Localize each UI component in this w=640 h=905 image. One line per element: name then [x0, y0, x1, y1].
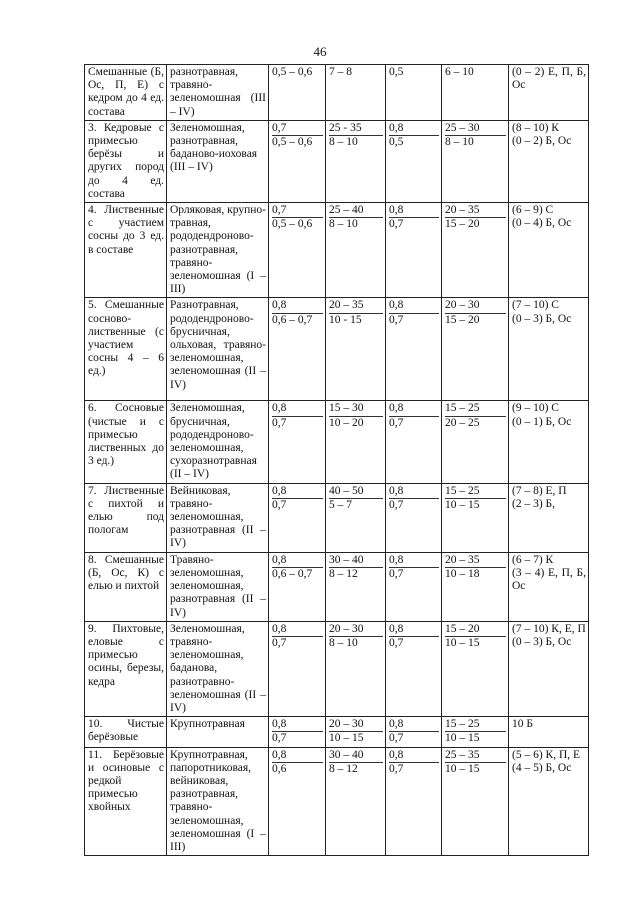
- value-line: 20 – 30: [445, 299, 506, 313]
- diameter-cell: [442, 717, 509, 747]
- value-line: 0,7: [272, 204, 323, 218]
- value-line: 5 – 7: [329, 498, 352, 511]
- composition-line: 10 Б: [512, 718, 533, 731]
- value-line: 15 – 30: [329, 402, 383, 416]
- diameter-cell: [442, 401, 509, 483]
- value-line: 0,7: [389, 762, 404, 775]
- value-line: 10 - 15: [329, 313, 362, 326]
- table-row: [85, 717, 589, 747]
- density-cell: [269, 483, 326, 552]
- composition-cell: [509, 552, 589, 621]
- table-row: [85, 298, 589, 401]
- value-line: 20 – 35: [445, 554, 506, 568]
- composition-line: (0 – 3) Б, Ос: [512, 635, 572, 648]
- stocking-cell: [386, 203, 442, 298]
- value-line: 0,8: [389, 122, 439, 136]
- value-line: 15 – 25: [445, 718, 506, 732]
- diameter-cell: [442, 298, 509, 401]
- density-cell: [269, 747, 326, 856]
- table-row: [85, 621, 589, 716]
- value-line: 0,6 – 0,7: [272, 313, 313, 326]
- height-cell: [326, 65, 386, 121]
- value-line: 0,8: [272, 554, 323, 568]
- value-line: 10 – 15: [445, 762, 480, 775]
- height-cell: [326, 621, 386, 716]
- value-line: 10 – 18: [445, 567, 480, 580]
- stocking-cell: [386, 120, 442, 202]
- value-line: 25 - 35: [329, 122, 383, 136]
- value-line: 20 – 25: [445, 416, 480, 429]
- value-line: 0,7: [389, 636, 404, 649]
- forest-group-cell: 6. Сосновые (чистые и с примесью лиственных до 3 ед.): [85, 401, 167, 483]
- value-line: 8 – 12: [329, 762, 358, 775]
- value-line: 30 – 40: [329, 749, 383, 763]
- composition-line: (0 – 2) Б, Ос: [512, 135, 572, 148]
- composition-line: (0 – 1) Б, Ос: [512, 415, 572, 428]
- value-line: 10 – 15: [329, 732, 364, 745]
- value-line: 0,8: [389, 485, 439, 499]
- composition-cell: [509, 483, 589, 552]
- value-line: 0,7: [389, 416, 404, 429]
- composition-line: (0 – 3) Б, Ос: [512, 312, 572, 325]
- composition-line: (3 – 4) Е, П, Б, Ос: [512, 566, 586, 593]
- value-line: 25 – 40: [329, 204, 383, 218]
- stocking-cell: [386, 65, 442, 121]
- value-line: 30 – 40: [329, 554, 383, 568]
- height-cell: [326, 747, 386, 856]
- composition-line: (0 – 4) Б, Ос: [512, 217, 572, 230]
- value-line: 0,5: [389, 136, 404, 149]
- density-cell: [269, 298, 326, 401]
- value-line: 0,7: [272, 416, 287, 429]
- forest-group-cell: 3. Кедровые с примесью берёзы и других пород до 4 ед. состава: [85, 120, 167, 202]
- density-cell: [269, 621, 326, 716]
- stocking-cell: [386, 621, 442, 716]
- forest-group-cell: 5. Смешанные сосново-лиственные (с участием сосны 4 – 6 ед.): [85, 298, 167, 401]
- value-line: 10 – 15: [445, 732, 480, 745]
- composition-line: (6 – 9) С: [512, 204, 554, 217]
- value-line: 0,8: [389, 299, 439, 313]
- stocking-cell: [386, 298, 442, 401]
- value-line: 10 – 15: [445, 498, 480, 511]
- value-line: 20 – 35: [445, 204, 506, 218]
- diameter-cell: [442, 203, 509, 298]
- value-line: 15 – 20: [445, 218, 480, 231]
- value-line: 20 – 30: [329, 718, 383, 732]
- diameter-cell: [442, 65, 509, 121]
- value-line: 0,5: [389, 66, 404, 78]
- value-line: 8 – 10: [329, 636, 358, 649]
- composition-cell: [509, 65, 589, 121]
- forest-type-cell: Зеленомошная, брусничная, рододендроново-зеленомошная, сухоразнотравная (II – IV): [167, 401, 269, 483]
- forest-types-table: [84, 64, 589, 856]
- value-line: 0,8: [389, 623, 439, 637]
- density-cell: [269, 65, 326, 121]
- composition-cell: [509, 621, 589, 716]
- value-line: 0,5 – 0,6: [272, 218, 313, 231]
- value-line: 20 – 30: [329, 623, 383, 637]
- forest-type-cell: Орляковая, крупно-травная, рододендроново-разнотравная, травяно-зеленомошная (I – III): [167, 203, 269, 298]
- forest-group-cell: Смешанные (Б, Ос, П, Е) с кедром до 4 ед. состава: [85, 65, 167, 121]
- page-number: 46: [313, 44, 327, 59]
- value-line: 0,7: [389, 313, 404, 326]
- table-row: [85, 552, 589, 621]
- value-line: 15 – 25: [445, 485, 506, 499]
- value-line: 25 – 30: [445, 122, 506, 136]
- forest-type-cell: Травяно-зеленомошная, зеленомошная, разнотравная (II – IV): [167, 552, 269, 621]
- value-line: 0,7: [272, 732, 287, 745]
- composition-line: (5 – 6) К, П, Е: [512, 748, 581, 761]
- height-cell: [326, 120, 386, 202]
- value-line: 0,8: [389, 749, 439, 763]
- value-line: 10 – 20: [329, 416, 364, 429]
- composition-line: (4 – 5) Б, Ос: [512, 761, 572, 774]
- forest-type-cell: разнотравная, травяно-зеленомошная (III – IV): [167, 65, 269, 121]
- forest-type-cell: Зеленомошная, разнотравная, баданово-иоховая (III – IV): [167, 120, 269, 202]
- value-line: 40 – 50: [329, 485, 383, 499]
- value-line: 8 – 12: [329, 567, 358, 580]
- composition-line: (7 – 10) С: [512, 299, 559, 312]
- composition-line: (9 – 10) С: [512, 402, 559, 415]
- density-cell: [269, 401, 326, 483]
- forest-group-cell: 4. Лиственные с участием сосны до 3 ед. в составе: [85, 203, 167, 298]
- value-line: 10 – 15: [445, 636, 480, 649]
- value-line: 0,6 – 0,7: [272, 567, 313, 580]
- table-row: [85, 120, 589, 202]
- value-line: 0,7: [389, 732, 404, 745]
- forest-type-cell: Зеленомошная, травяно-зеленомошная, баданова, разнотравно-зеленомошная (II – IV): [167, 621, 269, 716]
- value-line: 0,8: [389, 204, 439, 218]
- table-row: [85, 483, 589, 552]
- value-line: 0,8: [272, 623, 323, 637]
- stocking-cell: [386, 401, 442, 483]
- value-line: 8 – 10: [329, 218, 358, 231]
- value-line: 0,8: [272, 402, 323, 416]
- forest-type-cell: Крупнотравная, папоротниковая, вейниковая, разнотравная, травяно-зеленомошная, зеленомошная (I – III): [167, 747, 269, 856]
- forest-group-cell: 9. Пихтовые, еловые с примесью осины, березы, кедра: [85, 621, 167, 716]
- value-line: 0,8: [272, 749, 323, 763]
- composition-line: (0 – 2) Е, П, Б, Ос: [512, 66, 586, 92]
- height-cell: [326, 203, 386, 298]
- value-line: 0,7: [272, 122, 323, 136]
- forest-type-cell: Крупнотравная: [167, 717, 269, 747]
- value-line: 0,7: [272, 498, 287, 511]
- value-line: 0,8: [389, 402, 439, 416]
- height-cell: [326, 552, 386, 621]
- forest-group-cell: 8. Смешанные (Б, Ос, К) с елью и пихтой: [85, 552, 167, 621]
- value-line: 0,8: [272, 718, 323, 732]
- diameter-cell: [442, 120, 509, 202]
- density-cell: [269, 203, 326, 298]
- composition-cell: [509, 203, 589, 298]
- value-line: 0,8: [272, 485, 323, 499]
- forest-type-cell: Разнотравная, рододендроново-брусничная, ольховая, травяно-зеленомошная, зеленомошная (II – IV): [167, 298, 269, 401]
- composition-line: (6 – 7) К: [512, 553, 554, 566]
- value-line: 0,8: [272, 299, 323, 313]
- value-line: 0,7: [272, 636, 287, 649]
- density-cell: [269, 120, 326, 202]
- stocking-cell: [386, 747, 442, 856]
- height-cell: [326, 483, 386, 552]
- value-line: 25 – 35: [445, 749, 506, 763]
- table-row: [85, 401, 589, 483]
- value-line: 7 – 8: [329, 66, 352, 78]
- composition-cell: [509, 747, 589, 856]
- value-line: 15 – 20: [445, 313, 480, 326]
- density-cell: [269, 717, 326, 747]
- value-line: 8 – 10: [329, 136, 358, 149]
- table-row: [85, 747, 589, 856]
- value-line: 0,6: [272, 762, 287, 775]
- value-line: 0,8: [389, 718, 439, 732]
- composition-line: (7 – 8) Е, П: [512, 484, 567, 497]
- composition-line: (7 – 10) К, Е, П: [512, 622, 586, 635]
- value-line: 6 – 10: [445, 66, 474, 78]
- value-line: 15 – 25: [445, 402, 506, 416]
- forest-type-cell: Вейниковая, травяно-зеленомошная, разнотравная (II – IV): [167, 483, 269, 552]
- stocking-cell: [386, 552, 442, 621]
- value-line: 0,7: [389, 498, 404, 511]
- value-line: 0,8: [389, 554, 439, 568]
- composition-cell: [509, 120, 589, 202]
- value-line: 0,7: [389, 567, 404, 580]
- height-cell: [326, 401, 386, 483]
- value-line: 15 – 20: [445, 623, 506, 637]
- diameter-cell: [442, 483, 509, 552]
- value-line: 0,5 – 0,6: [272, 136, 313, 149]
- diameter-cell: [442, 747, 509, 856]
- forest-group-cell: 11. Берёзовые и осиновые с редкой примесью хвойных: [85, 747, 167, 856]
- forest-group-cell: 7. Лиственные с пихтой и елью под пологам: [85, 483, 167, 552]
- diameter-cell: [442, 552, 509, 621]
- value-line: 20 – 35: [329, 299, 383, 313]
- height-cell: [326, 717, 386, 747]
- composition-line: (2 – 3) Б,: [512, 497, 556, 510]
- composition-cell: [509, 298, 589, 401]
- forest-group-cell: 10. Чистые берёзовые: [85, 717, 167, 747]
- stocking-cell: [386, 483, 442, 552]
- table-row: [85, 65, 589, 121]
- composition-cell: [509, 717, 589, 747]
- table-row: [85, 203, 589, 298]
- value-line: 0,5 – 0,6: [272, 66, 313, 78]
- height-cell: [326, 298, 386, 401]
- density-cell: [269, 552, 326, 621]
- diameter-cell: [442, 621, 509, 716]
- value-line: 8 – 10: [445, 136, 474, 149]
- stocking-cell: [386, 717, 442, 747]
- composition-cell: [509, 401, 589, 483]
- value-line: 0,7: [389, 218, 404, 231]
- composition-line: (8 – 10) К: [512, 121, 559, 134]
